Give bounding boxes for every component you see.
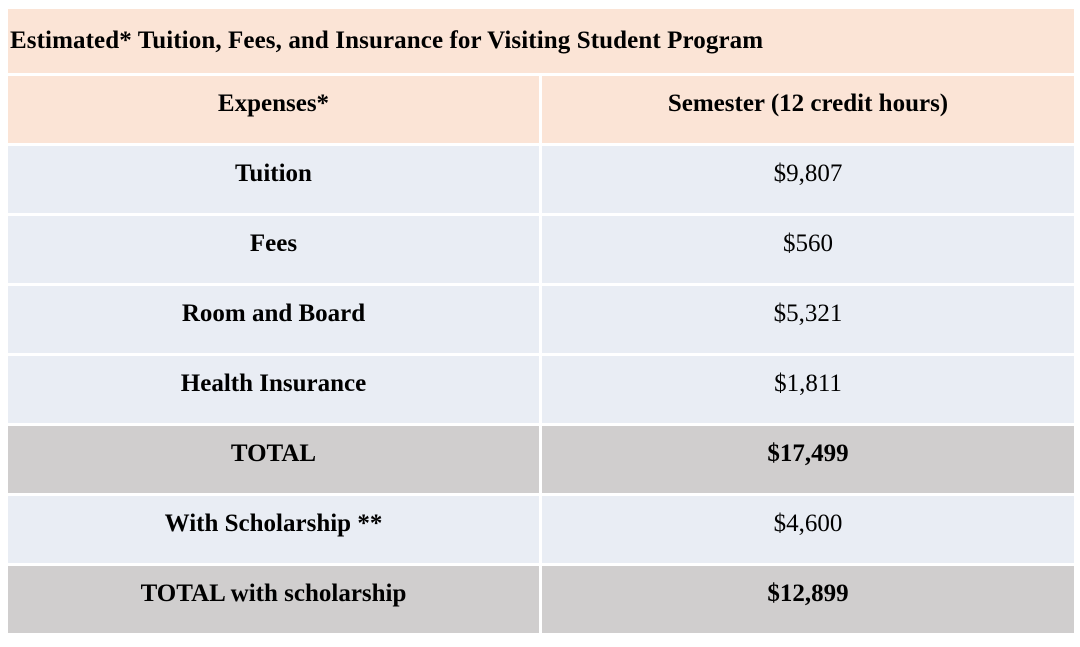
table-row-with-scholarship [8,496,1074,566]
row-value: $17,499 [767,439,849,467]
row-label: Room and Board [181,299,366,327]
row-value: $560 [783,229,833,257]
row-value: $5,321 [773,299,843,327]
row-label-cell [8,566,542,633]
row-value-cell [542,496,1074,563]
row-value-cell [542,216,1074,283]
row-label: Fees [249,229,298,257]
row-value: $4,600 [773,509,843,537]
row-label-cell [8,216,542,283]
table-row-health-insurance [8,356,1074,426]
row-label-cell [8,426,542,493]
row-label: Health Insurance [180,369,367,397]
row-label-cell [8,146,542,213]
row-label-cell [8,356,542,423]
row-label-cell [8,496,542,563]
table-row-total [8,426,1074,496]
table-header-row [8,76,1074,146]
row-value-cell [542,426,1074,493]
row-value-cell [542,286,1074,353]
table-row-room-and-board [8,286,1074,356]
row-label-cell [8,286,542,353]
expenses-table [8,9,1074,633]
table-row-tuition [8,146,1074,216]
row-value-cell [542,566,1074,633]
row-label: TOTAL with scholarship [140,579,407,607]
row-label: With Scholarship ** [164,509,383,537]
row-value-cell [542,356,1074,423]
row-value-cell [542,146,1074,213]
row-value: $9,807 [773,159,843,187]
header-expenses-label: Expenses* [217,89,330,117]
table-row-fees [8,216,1074,286]
row-value: $12,899 [767,579,849,607]
header-semester [542,76,1074,143]
row-value: $1,811 [774,369,842,397]
row-label: TOTAL [230,439,317,467]
table-row-total-with-scholarship [8,566,1074,633]
row-label: Tuition [235,159,312,187]
table-title: Estimated* Tuition, Fees, and Insurance for Visiting Student Program [10,27,764,54]
header-expenses [8,76,542,143]
header-semester-label: Semester (12 credit hours) [667,89,949,117]
table-title-row [8,9,1074,76]
